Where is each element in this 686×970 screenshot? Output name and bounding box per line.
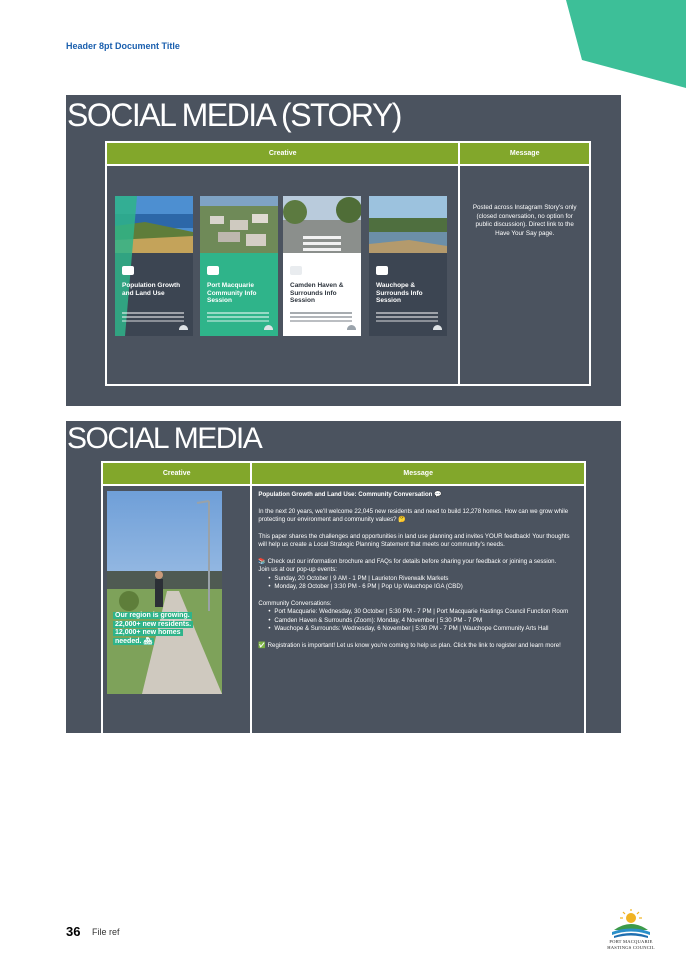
story-poster [369, 196, 447, 336]
aerial-town-photo [200, 196, 278, 253]
column-header-creative: Creative [106, 142, 459, 165]
poster-fine-print [290, 312, 352, 314]
document-title: Header 8pt Document Title [66, 41, 180, 51]
list-item: • Camden Haven & Surrounds (Zoom): Monday, 4 November | 5:30 PM - 7 PM [268, 617, 578, 626]
speech-bubble-icon [122, 266, 134, 275]
caption-line: 12,000+ new homes [115, 629, 181, 636]
column-header-creative: Creative [102, 462, 251, 485]
speech-bubble-icon [376, 266, 388, 275]
caption-line: 22,000+ new residents. [115, 620, 192, 628]
post-message [252, 486, 584, 650]
creative-cell [102, 485, 251, 745]
poster-title: Population Growth and Land Use [122, 282, 181, 297]
post-paragraph: In the next 20 years, we'll welcome 22,045 new residents and need to build 12,278 homes. How can we grow while protecting our environment and community values? 🤔 [258, 507, 569, 523]
speech-bubble-icon [207, 266, 219, 275]
council-logo-icon [264, 325, 273, 330]
image-caption [113, 612, 193, 646]
list-item: • Port Macquarie: Wednesday, 30 October | 5:30 PM - 7 PM | Port Macquarie Hastings Council Function Room [268, 608, 578, 617]
page-number: 36 [66, 924, 81, 939]
slide-social-media [66, 421, 621, 733]
caption-line: Our region is growing. [115, 612, 190, 619]
riverside-photo [369, 196, 447, 253]
conversations-list [268, 608, 578, 634]
slide-social-media-story [66, 95, 621, 406]
popup-intro: Join us at our pop-up events: [258, 566, 337, 573]
poster-fine-print [122, 312, 184, 314]
poster-fine-print [376, 312, 438, 314]
street-crossing-photo [283, 196, 361, 253]
list-item: • Wauchope & Surrounds: Wednesday, 6 November | 5:30 PM - 7 PM | Wauchope Community Arts Hall [268, 625, 578, 634]
creative-message-table [101, 461, 586, 746]
list-item: • Monday, 28 October | 3:30 PM - 6 PM | Pop Up Wauchope IGA (CBD) [268, 583, 578, 592]
story-poster [283, 196, 361, 336]
post-title: Population Growth and Land Use: Community Conversation 💬 [258, 491, 442, 498]
story-poster [115, 196, 193, 336]
popup-events-list [268, 575, 578, 592]
council-logo-icon [433, 325, 442, 330]
creative-message-table [105, 141, 591, 386]
poster-title: Port Macquarie Community Info Session [207, 282, 257, 304]
message-cell [251, 485, 585, 745]
poster-fine-print [207, 312, 269, 314]
post-closing: ✅ Registration is important! Let us know you're coming to help us plan. Click the link to register and learn more! [258, 641, 561, 649]
poster-title: Camden Haven & Surrounds Info Session [290, 282, 344, 304]
story-message-text: Posted across Instagram Story's only (closed conversation, no option for public discussion). Direct link to the Have Your Say page. [472, 204, 577, 237]
post-paragraph: 📚 Check out our information brochure and FAQs for details before sharing your feedback or joining a session. [258, 557, 557, 565]
slide-heading: SOCIAL MEDIA (STORY) [67, 97, 401, 133]
council-logo-icon [347, 325, 356, 330]
conversations-label: Community Conversations: [258, 599, 332, 607]
message-cell [459, 165, 590, 385]
column-header-message: Message [251, 462, 585, 485]
post-paragraph: This paper shares the challenges and opportunities in land use planning and invites YOUR feedback! Your thoughts will help us create a Local Strategic Planning Statement that meets our community's needs. [258, 532, 570, 548]
poster-title: Wauchope & Surrounds Info Session [376, 282, 423, 304]
file-reference: File ref [92, 927, 120, 937]
slide-heading: SOCIAL MEDIA [67, 422, 262, 455]
list-item: • Sunday, 20 October | 9 AM - 1 PM | Laurieton Riverwalk Markets [268, 575, 578, 584]
creative-cell [106, 165, 459, 385]
speech-bubble-icon [290, 266, 302, 275]
corner-decoration [566, 0, 686, 88]
caption-line: needed. 🏘 [115, 637, 153, 645]
council-logo-icon [179, 325, 188, 330]
column-header-message: Message [459, 142, 590, 165]
council-name: PORT MACQUARIE HASTINGS COUNCIL [607, 939, 655, 950]
walking-path-photo [107, 491, 222, 694]
story-poster [200, 196, 278, 336]
